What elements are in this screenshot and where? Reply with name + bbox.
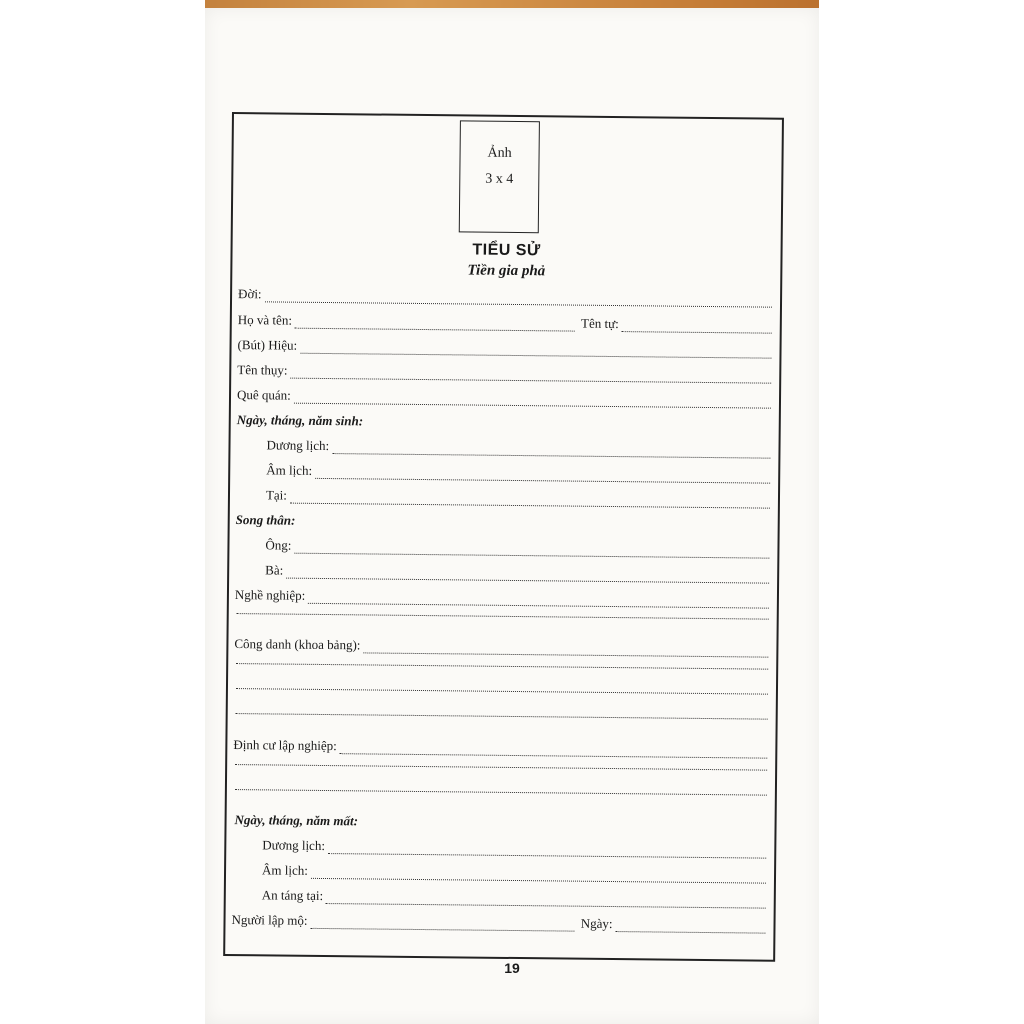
section-ngay-sinh [237, 408, 771, 434]
field-label: Quê quán: [236, 387, 291, 403]
field-label: Đời: [238, 286, 262, 302]
fill-line [235, 788, 767, 796]
field-an-tang [262, 883, 766, 908]
fill-line [622, 319, 772, 334]
field-label: Người lập mộ: [231, 912, 308, 928]
field-label: Tại: [265, 487, 288, 503]
field-label: Ngày: [580, 915, 613, 932]
form-subtitle: Tiền gia phả [467, 262, 546, 280]
field-nguoi-lap-mo [231, 908, 765, 934]
fill-line [290, 491, 770, 509]
fill-line [615, 919, 765, 934]
field-sinh-tai [266, 483, 770, 508]
field-mat-am-lich [262, 858, 766, 883]
field-label: Họ và tên: [237, 312, 293, 328]
field-sinh-am-lich [266, 458, 770, 483]
section-heading: Ngày, tháng, năm mất: [234, 812, 359, 829]
fill-line [290, 366, 771, 384]
field-label: Tên thụy: [237, 362, 288, 378]
field-ba [265, 558, 769, 583]
form-frame [223, 112, 784, 962]
field-ho-ten [238, 308, 772, 334]
field-mat-duong-lich [262, 833, 766, 858]
field-label: Dương lịch: [262, 837, 326, 854]
field-but-hieu [237, 333, 771, 359]
field-sinh-duong-lich [266, 433, 770, 458]
field-ten-thuy [237, 358, 771, 384]
field-label: Tên tự: [580, 315, 619, 332]
field-ong [265, 533, 769, 558]
fill-line [363, 640, 768, 657]
field-cong-danh [234, 632, 768, 658]
field-label: Âm lịch: [266, 462, 313, 478]
fill-line [294, 391, 771, 409]
field-label: Công danh (khoa bảng): [234, 636, 361, 653]
fill-line [326, 891, 766, 909]
fill-line [332, 441, 770, 459]
fill-line [236, 687, 768, 695]
section-song-than [236, 508, 770, 534]
fill-line [315, 466, 770, 484]
field-doi [238, 282, 772, 308]
fill-line [340, 741, 768, 758]
fill-line [294, 541, 769, 559]
section-ngay-mat [235, 808, 767, 834]
book-page [205, 8, 819, 1024]
field-label: An táng tại: [261, 887, 324, 903]
fill-line [235, 763, 767, 771]
field-label: Bà: [265, 562, 284, 578]
field-label: (Bút) Hiệu: [237, 337, 298, 353]
background-right [819, 0, 1024, 1024]
fill-line [236, 662, 768, 670]
fill-line [295, 316, 575, 332]
background-left [0, 0, 205, 1024]
field-dinh-cu [233, 733, 767, 759]
field-label: Định cư lập nghiệp: [233, 737, 337, 754]
photo-label: Ảnh [487, 145, 512, 161]
photo-size: 3 x 4 [485, 171, 514, 187]
fill-line [300, 341, 772, 359]
field-label: Âm lịch: [261, 862, 309, 878]
fill-line [237, 612, 769, 620]
fill-line [310, 916, 574, 932]
field-label: Dương lịch: [266, 437, 330, 454]
field-label: Nghề nghiệp: [234, 587, 306, 603]
field-label: Ông: [265, 537, 292, 553]
page-number: 19 [504, 960, 520, 976]
section-heading: Ngày, tháng, năm sinh: [236, 412, 364, 429]
fill-line [328, 841, 766, 859]
fill-line [311, 866, 766, 884]
field-nghe-nghiep [235, 583, 769, 609]
fill-line [286, 566, 769, 584]
form-title: TIỂU SỬ [472, 241, 541, 260]
fill-line [265, 289, 773, 307]
field-que-quan [237, 383, 771, 409]
fill-line [308, 591, 769, 609]
section-heading: Song thân: [235, 512, 296, 528]
fill-line [236, 712, 768, 720]
photo-placeholder [459, 120, 540, 233]
